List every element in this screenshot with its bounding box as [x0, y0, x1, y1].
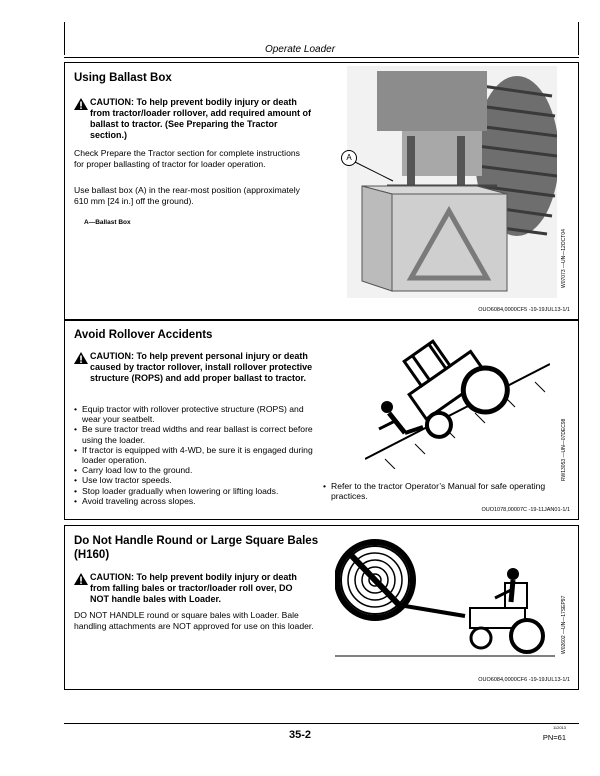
image-code: W07073 —UN—12OCT04 — [561, 229, 567, 288]
footer-divider — [64, 723, 579, 724]
reference-code: OUO1078,00007C -19-11JAN01-1/1 — [481, 507, 570, 513]
list-item: • Be sure tractor tread widths and rear ballast is correct before using the loader. — [74, 424, 319, 444]
section-bales — [64, 525, 579, 690]
section-title: Using Ballast Box — [74, 72, 172, 84]
caution-block — [74, 97, 314, 141]
footer-date-code: 112013 — [552, 725, 566, 730]
warning-triangle-icon — [74, 352, 88, 364]
caution-block — [74, 572, 314, 605]
list-item: • Use low tractor speeds. — [74, 475, 319, 485]
caution-text: CAUTION: To help prevent bodily injury or death from falling bales or tractor/loader roll over, DO NOT handle bales with Loader. — [90, 572, 297, 604]
bullet-list-right — [323, 481, 568, 501]
figure-legend: A—Ballast Box — [84, 219, 131, 226]
list-item: • Carry load low to the ground. — [74, 465, 319, 475]
footer-pn: PN=61 — [542, 733, 566, 742]
image-code: W02602 —UN—17SEP97 — [561, 595, 567, 654]
header-divider — [64, 57, 579, 58]
section-title: Avoid Rollover Accidents — [74, 329, 213, 341]
bullet-list — [74, 404, 319, 506]
list-item: • Refer to the tractor Operator’s Manual for safe operating practices. — [323, 481, 568, 501]
caution-text: CAUTION: To help prevent bodily injury or death from tractor/loader rollover, add required amount of ballast to tractor. (See Preparing the Tractor section.) — [90, 97, 312, 140]
section-title: Do Not Handle Round or Large Square Bales (H160) — [74, 535, 319, 561]
paragraph: Check Prepare the Tractor section for complete instructions for proper ballasting of tractor for loader operation. — [74, 148, 300, 169]
list-item: • Equip tractor with rollover protective structure (ROPS) and wear your seatbelt. — [74, 404, 319, 424]
list-item: • Avoid traveling across slopes. — [74, 496, 319, 506]
section-avoid-rollover — [64, 320, 579, 520]
tractor-rollover-illustration — [365, 329, 550, 469]
section-ballast-box — [64, 62, 579, 320]
no-bale-handling-illustration — [335, 538, 555, 658]
image-code: RW13053 —UN—07DEC98 — [561, 418, 567, 481]
list-item: • Stop loader gradually when lowering or lifting loads. — [74, 486, 319, 496]
reference-code: OUO6084,0000CF6 -19-19JUL13-1/1 — [478, 677, 570, 683]
caution-block — [74, 351, 314, 384]
paragraph: Use ballast box (A) in the rear-most position (approximately 610 mm [24 in.] off the ground). — [74, 185, 300, 206]
page-number: 35-2 — [288, 729, 312, 741]
reference-code: OUO6084,0000CF5 -19-19JUL13-1/1 — [478, 307, 570, 313]
warning-triangle-icon — [74, 573, 88, 585]
warning-triangle-icon — [74, 98, 88, 110]
list-item: • If tractor is equipped with 4-WD, be sure it is engaged during loader operation. — [74, 445, 319, 465]
page-header-title: Operate Loader — [264, 44, 336, 55]
callout-a: A — [341, 150, 357, 166]
caution-text: CAUTION: To help prevent personal injury or death caused by tractor rollover, install rollover protective structure (ROPS) and add proper ballast to tractor. — [90, 351, 313, 383]
paragraph: DO NOT HANDLE round or square bales with Loader. Bale handling attachments are NOT approved for use on this loader. — [74, 610, 314, 631]
